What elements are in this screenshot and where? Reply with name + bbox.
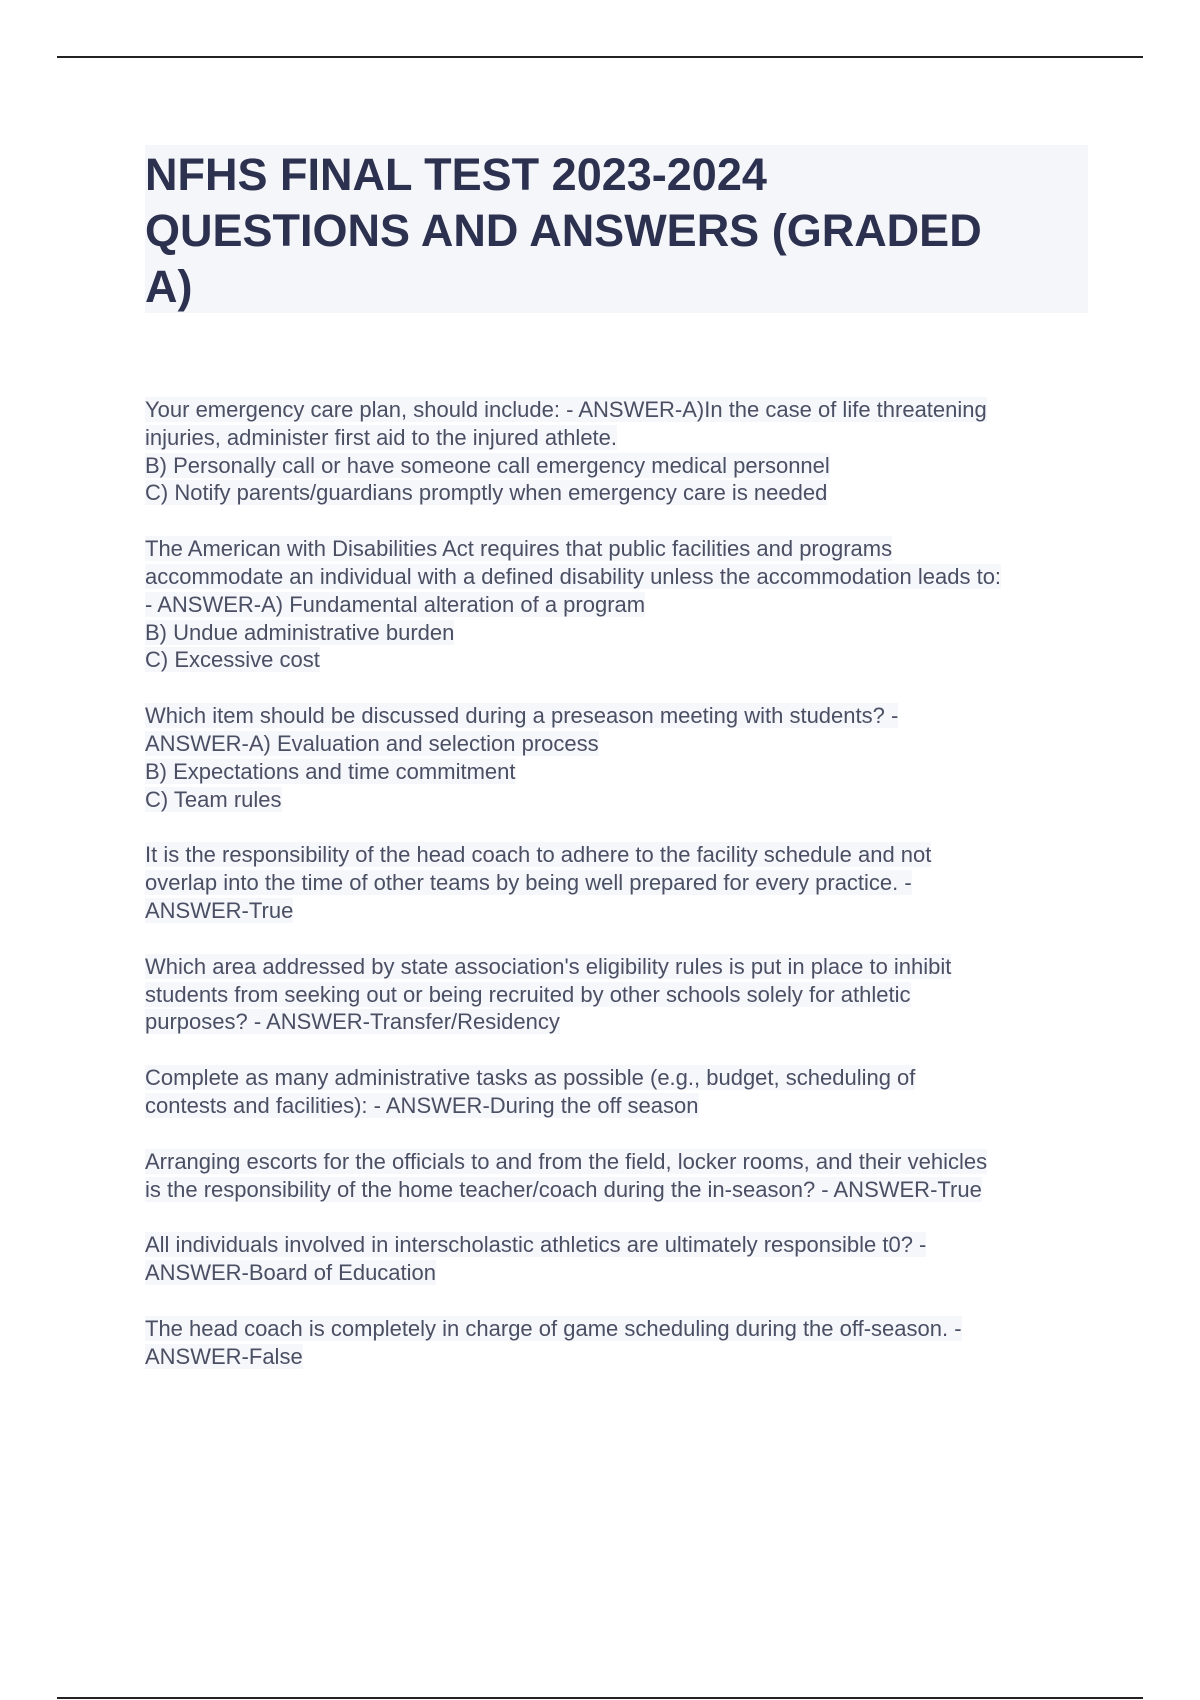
title-block <box>145 145 1088 313</box>
qa-line: B) Undue administrative burden <box>145 619 455 645</box>
qa-line: ANSWER-True <box>145 897 294 923</box>
qa-line: B) Expectations and time commitment <box>145 758 516 784</box>
bottom-rule <box>57 1697 1143 1699</box>
top-rule <box>57 56 1143 58</box>
qa-line: - ANSWER-A) Fundamental alteration of a program <box>145 591 646 617</box>
qa-item-3 <box>145 702 1095 813</box>
qa-line: C) Team rules <box>145 786 282 812</box>
qa-item-1 <box>145 396 1095 507</box>
document-title <box>145 145 1088 315</box>
qa-line: ANSWER-A) Evaluation and selection process <box>145 730 599 756</box>
qa-line: ANSWER-Board of Education <box>145 1260 437 1286</box>
qa-line: ANSWER-False <box>145 1343 303 1369</box>
qa-line: B) Personally call or have someone call emergency medical personnel <box>145 452 830 478</box>
title-line: NFHS FINAL TEST 2023-2024 <box>145 149 767 200</box>
qa-item-4 <box>145 841 1095 924</box>
qa-line: The head coach is completely in charge of game scheduling during the off-season. - <box>145 1315 962 1341</box>
qa-line: C) Notify parents/guardians promptly when emergency care is needed <box>145 480 828 506</box>
qa-line: Which item should be discussed during a preseason meeting with students? - <box>145 703 899 729</box>
qa-line: The American with Disabilities Act requires that public facilities and programs <box>145 536 893 562</box>
qa-item-7 <box>145 1148 1095 1204</box>
qa-list <box>145 396 1095 1399</box>
qa-line: overlap into the time of other teams by being well prepared for every practice. - <box>145 870 912 896</box>
qa-line: contests and facilities): - ANSWER-During the off season <box>145 1092 699 1118</box>
qa-line: is the responsibility of the home teacher/coach during the in-season? - ANSWER-True <box>145 1176 982 1202</box>
qa-line: students from seeking out or being recruited by other schools solely for athletic <box>145 981 911 1007</box>
title-line: A) <box>145 261 193 312</box>
qa-line: Your emergency care plan, should include: - ANSWER-A)In the case of life threatening <box>145 397 987 422</box>
qa-line: It is the responsibility of the head coach to adhere to the facility schedule and not <box>145 842 932 868</box>
qa-line: Arranging escorts for the officials to and from the field, locker rooms, and their vehicles <box>145 1148 988 1174</box>
qa-item-2 <box>145 535 1095 674</box>
qa-item-5 <box>145 953 1095 1036</box>
qa-item-8 <box>145 1231 1095 1287</box>
qa-line: C) Excessive cost <box>145 647 320 673</box>
title-line: QUESTIONS AND ANSWERS (GRADED <box>145 205 982 256</box>
qa-line: All individuals involved in interscholastic athletics are ultimately responsible t0? - <box>145 1232 927 1258</box>
qa-line: accommodate an individual with a defined disability unless the accommodation leads to: <box>145 563 1002 589</box>
qa-item-9 <box>145 1315 1095 1371</box>
qa-line: Complete as many administrative tasks as possible (e.g., budget, scheduling of <box>145 1065 916 1091</box>
qa-line: injuries, administer first aid to the injured athlete. <box>145 424 618 450</box>
qa-line: Which area addressed by state association's eligibility rules is put in place to inhibit <box>145 953 952 979</box>
qa-item-6 <box>145 1064 1095 1120</box>
qa-line: purposes? - ANSWER-Transfer/Residency <box>145 1009 560 1035</box>
